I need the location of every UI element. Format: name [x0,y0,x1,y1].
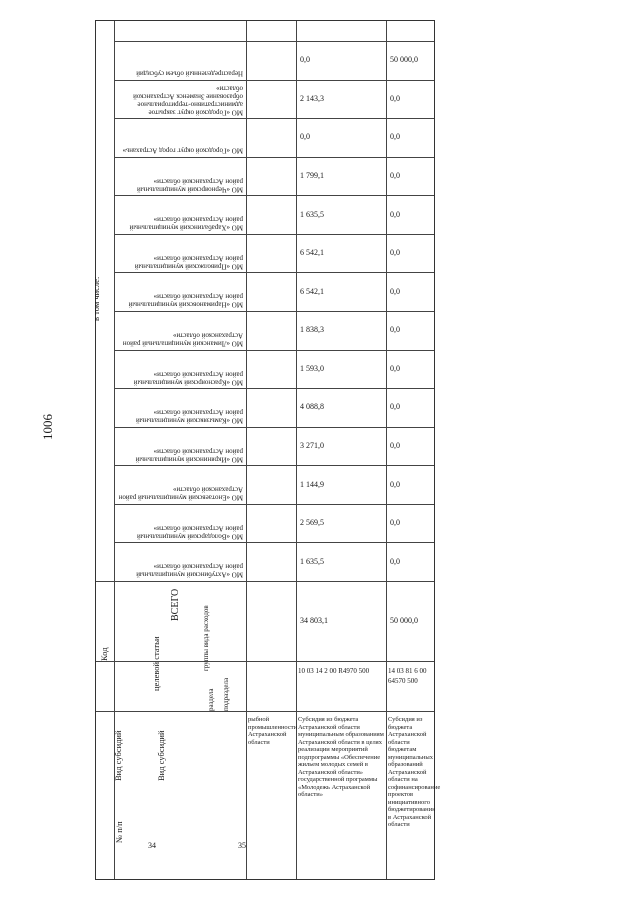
municipality-header: МО «Володарский муниципальный район Астраханской области» [136,524,243,541]
header-num: № п/п [114,821,124,843]
subsidy-table [91,20,441,880]
row-value: 0,0 [390,402,400,412]
municipality-header: МО «Городской округ город Астрахань» [122,146,243,155]
row-description: Субсидия из бюджета Астраханской области муниципальным образованиям Астраханской области в целях реализации мероприятий подпрограммы «Обеспечение жильем молодых семей в Астраханской области» государственной программы «Молодежь Астраханской области» [298,716,384,798]
row-value: 4 088,8 [300,402,324,412]
municipality-header: МО «Енотаевский муниципальный район Астраханской области» [118,485,243,502]
row-value: 1 838,3 [300,325,324,335]
municipality-header: Нераспределенный объем субсидий [136,69,243,78]
row-value: 0,0 [390,325,400,335]
row-value: 0,0 [390,556,400,566]
header-target: целевой статьи [151,636,161,691]
row-value: 0,0 [390,286,400,296]
municipality-header: МО «Камызякский муниципальный район Астраханской области» [135,408,243,425]
row-value: 50 000,0 [390,55,418,65]
header-expense-group: группы вида расходов [202,605,210,671]
row-value: 0,0 [390,518,400,528]
municipality-header: МО «Приволжский муниципальный район Астраханской области» [134,254,243,271]
row-total: 34 803,1 [300,616,328,625]
municipality-header: МО «Черноярский муниципальный район Астраханской области» [137,177,243,194]
municipality-header: МО «Лиманский муниципальный район Астраханской области» [122,331,243,348]
row-value: 0,0 [390,248,400,258]
municipality-header: МО «Наримановский муниципальный район Астраханской области» [128,292,243,309]
row-value: 0,0 [300,55,310,65]
row-value: 2 143,3 [300,93,324,103]
row-value: 1 144,9 [300,479,324,489]
row-number: 35 [238,841,246,850]
row-value: 0,0 [390,132,400,142]
row-number: 34 [148,841,156,850]
row-description: Субсидия из бюджета Астраханской области бюджетам муниципальных образований Астраханской области на софинансирование проектов инициативного бюджетирования в Астраханской области [388,716,441,828]
row-value: 1 635,5 [300,556,324,566]
page-number: 1006 [40,414,55,440]
row-value: 0,0 [300,132,310,142]
row-value: 0,0 [390,363,400,373]
row-codes: 14 03 81 6 00 64570 500 [388,667,427,685]
row-value: 2 569,5 [300,518,324,528]
municipality-header: МО «Икрянинский муниципальный район Астраханской области» [135,447,243,464]
row-value: 6 542,1 [300,286,324,296]
municipality-header: МО «Красноярский муниципальный район Астраханской области» [133,370,243,387]
row-value: 1 635,5 [300,209,324,219]
header-subsection: подраздела [222,677,230,711]
row-value: 3 271,0 [300,441,324,450]
municipality-header: МО «Городской округ закрытое административно-территориальное образование Знаменск Астраханской области» [133,84,243,117]
row-value: 0,0 [390,441,400,450]
municipality-header: МО «Ахтубинский муниципальный район Астраханской области» [136,562,243,579]
row-description: рыбной промышленности Астраханской области [248,716,298,746]
row-value: 0,0 [390,93,400,103]
row-value: 0,0 [390,479,400,489]
row-value: 1 593,0 [300,363,324,373]
header-subsidy-type-top: Вид субсидий [113,730,123,781]
row-value: 6 542,1 [300,248,324,258]
municipality-header: МО «Харабалинский муниципальный район Астраханской области» [129,215,243,232]
header-including: в том числе: [91,276,101,321]
row-value: 0,0 [390,171,400,180]
header-total: ВСЕГО [170,588,181,621]
row-value: 0,0 [390,209,400,219]
row-codes: 10 03 14 2 00 R4970 500 [298,667,370,675]
header-code: Код [99,647,109,661]
header-subsidy-type: Вид субсидий [156,730,166,781]
header-section: раздела [207,688,215,711]
row-total: 50 000,0 [390,616,418,625]
row-value: 1 799,1 [300,171,324,180]
